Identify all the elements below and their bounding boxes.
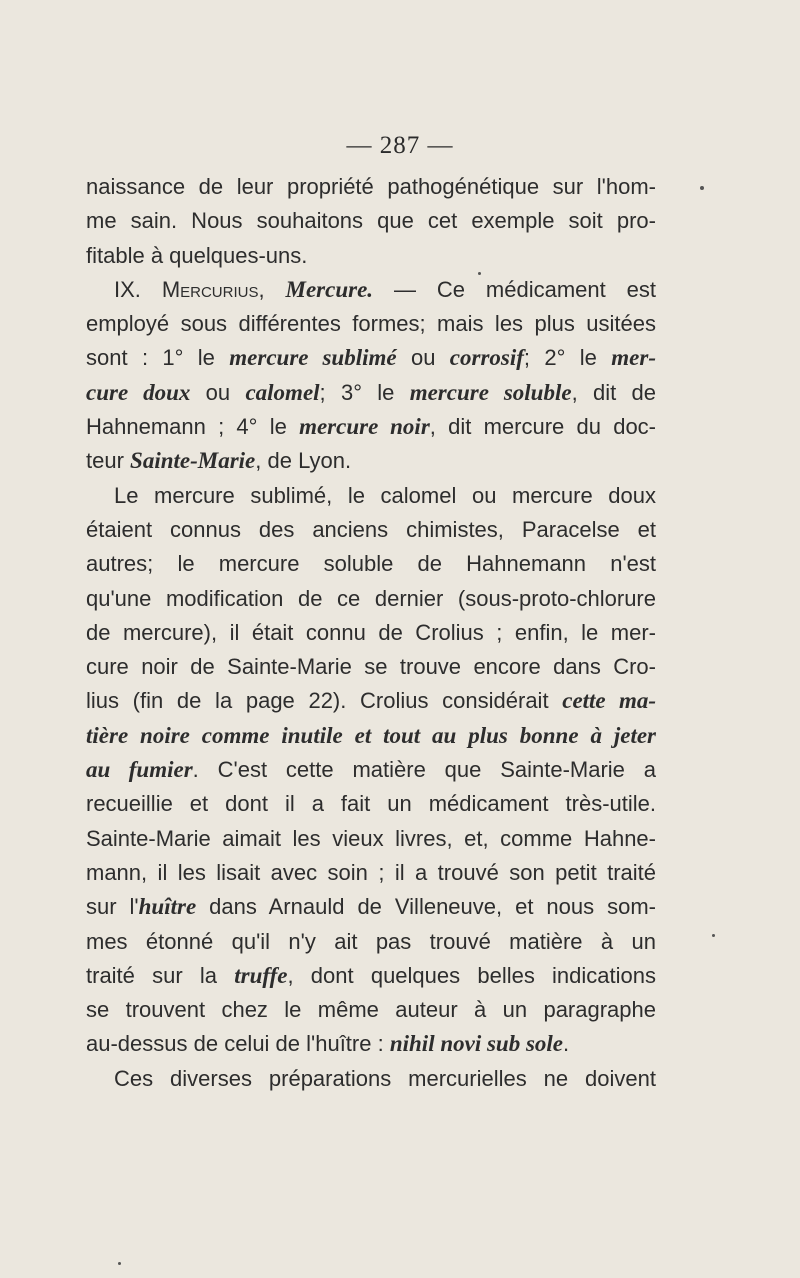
text-line: teur Sainte-Marie, de Lyon. [86,448,352,474]
body-text [86,170,656,1096]
text-line: traité sur la truffe, dont quelques belles indications [86,962,656,988]
text-line: Ces diverses préparations mercurielles ne doivent [114,1065,656,1091]
text-line: mann, il les lisait avec soin ; il a trouvé son petit traité [86,859,656,885]
text-line: au-dessus de celui de l'huître : nihil novi sub sole. [86,1031,570,1057]
section-title-french: Mercure. [285,276,374,302]
ink-speck [712,934,715,937]
text-line: étaient connus des anciens chimistes, Paracelse et [86,516,656,542]
section-title-latin: Mercurius [161,276,259,302]
text-line: employé sous différentes formes; mais les plus usitées [86,311,656,337]
text-line: autres; le mercure soluble de Hahnemann n'est [86,551,656,577]
ink-speck [118,1262,121,1265]
ink-speck [478,272,481,275]
text-line: tière noire comme inutile et tout au plus bonne à jeter [86,722,656,748]
text-line: Hahnemann ; 4° le mercure noir, dit mercure du doc- [86,414,656,440]
page-number: — 287 — [346,132,454,159]
section-heading-line: IX. Mercurius, Mercure. — Ce médicament est [114,276,656,302]
text-line: qu'une modification de ce dernier (sous-proto-chlorure [86,585,656,611]
text-line: se trouvent chez le même auteur à un paragraphe [86,997,656,1023]
text-line: mes étonné qu'il n'y ait pas trouvé matière à un [86,928,656,954]
text-line: lius (fin de la page 22). Crolius considérait cette ma- [86,688,656,714]
text-line: Le mercure sublimé, le calomel ou mercure doux [114,482,656,508]
text-line: cure doux ou calomel; 3° le mercure soluble, dit de [86,379,656,405]
text-line: sur l'huître dans Arnauld de Villeneuve, et nous som- [86,894,656,920]
text-line: de mercure), il était connu de Crolius ; enfin, le mer- [86,619,656,645]
text-line: fitable à quelques-uns. [86,242,308,268]
text-line: recueillie et dont il a fait un médicament très-utile. [86,791,656,817]
text-line: naissance de leur propriété pathogénétique sur l'hom- [86,174,656,199]
text-line: sont : 1° le mercure sublimé ou corrosif; 2° le mer- [86,345,656,371]
text-line: me sain. Nous souhaitons que cet exemple soit pro- [86,208,656,234]
ink-speck [700,186,704,190]
text-line: cure noir de Sainte-Marie se trouve encore dans Cro- [86,654,656,680]
text-line: au fumier. C'est cette matière que Sainte-Marie a [86,757,656,783]
text-line: Sainte-Marie aimait les vieux livres, et, comme Hahne- [86,825,656,851]
